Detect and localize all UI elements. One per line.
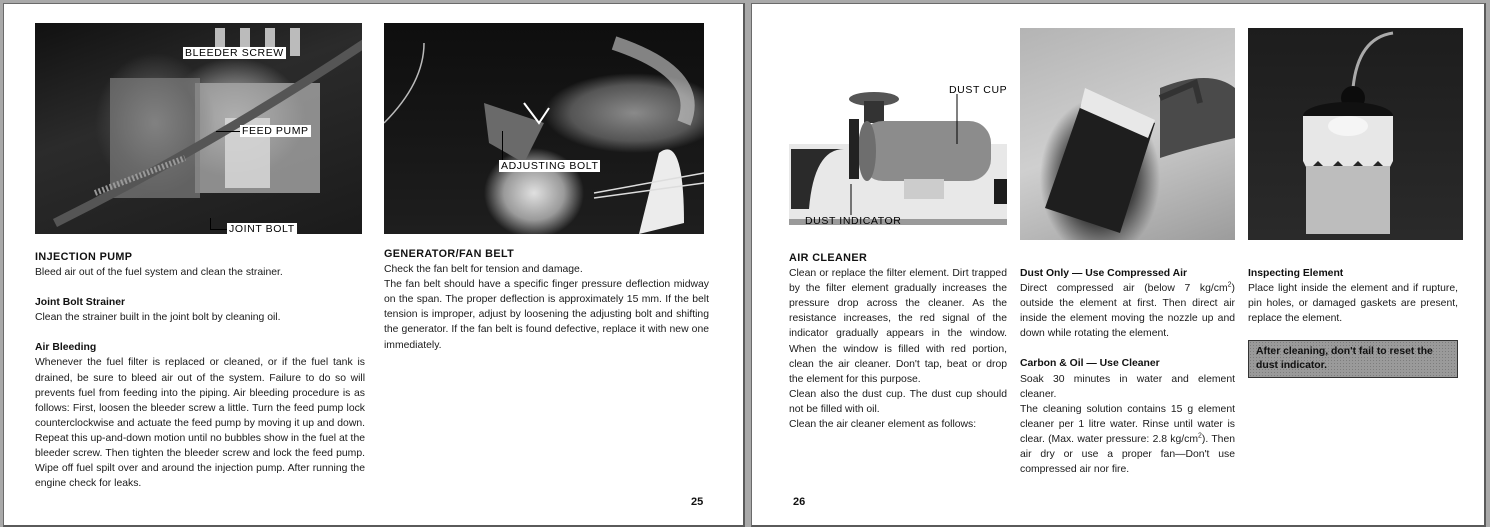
superscript: 2 bbox=[1198, 432, 1202, 440]
dust-only-body bbox=[1020, 281, 1235, 341]
callout-feed-pump: FEED PUMP bbox=[242, 125, 309, 137]
generator-fan-belt-body: The fan belt should have a specific finger pressure deflection midway on the span. The proper deflection is approximately 15 mm. If the belt tension is improper, adjust by loosening the adjusting bolt and shifting the generator. If the fan belt is found defective, replace it with new one immediately. bbox=[384, 279, 709, 351]
air-cleaner-photo bbox=[789, 79, 1007, 237]
filter-light-illustration bbox=[1248, 28, 1463, 240]
air-cleaner-body-3: Clean the air cleaner element as follows: bbox=[789, 419, 977, 431]
callout-adjusting-bolt: ADJUSTING BOLT bbox=[501, 160, 599, 172]
injection-pump-heading: INJECTION PUMP bbox=[35, 251, 133, 263]
leader-line bbox=[216, 131, 240, 132]
cleaning-methods-section bbox=[1020, 266, 1235, 477]
joint-bolt-strainer-body: Clean the strainer built in the joint bolt by cleaning oil. bbox=[35, 312, 281, 324]
page-25 bbox=[3, 3, 745, 527]
superscript: 2 bbox=[1227, 281, 1232, 289]
air-bleeding-heading: Air Bleeding bbox=[35, 342, 97, 354]
air-cleaner-heading: AIR CLEANER bbox=[789, 252, 868, 264]
air-cleaner-illustration bbox=[789, 79, 1007, 237]
air-cleaner-body-1: Clean or replace the filter element. Dirt trapped by the filter element gradually increases the pressure drop across the cleaner. As the resistance increases, the red signal of the indicator gradually appears in the window. When the window is filled with red portion, clean the air cleaner. Don't tap, beat or drop the element for this purpose. bbox=[789, 268, 1007, 385]
leader-line bbox=[210, 229, 227, 230]
leader-line bbox=[502, 131, 503, 160]
carbon-oil-heading: Carbon & Oil — Use Cleaner bbox=[1020, 358, 1160, 370]
page-26 bbox=[751, 3, 1486, 527]
carbon-oil-body-text: ). Then air dry or use a proper fan—Don't use compressed air nor fire. bbox=[1020, 433, 1236, 476]
leader-line bbox=[210, 218, 211, 229]
injection-pump-photo bbox=[35, 23, 362, 234]
dust-only-body-text: Direct compressed air (below 7 kg/cm bbox=[1020, 283, 1228, 295]
reset-dust-indicator-notice: After cleaning, don't fail to reset the dust indicator. bbox=[1248, 340, 1458, 378]
inspecting-element-heading: Inspecting Element bbox=[1248, 268, 1344, 279]
filter-illustration bbox=[1020, 28, 1235, 240]
air-cleaner-body-2: Clean also the dust cup. The dust cup should not be filled with oil. bbox=[789, 388, 1007, 415]
page-number: 26 bbox=[793, 496, 806, 508]
carbon-oil-body-1: Soak 30 minutes in water and element cleaner. bbox=[1020, 373, 1235, 400]
air-bleeding-body: Whenever the fuel filter is replaced or cleaned, or if the fuel tank is drained, be sure to bleed air out of the system. Failure to do so will prevents fuel from feeding into the piping. Air bleeding procedure is as follows: First, loosen the bleeder screw a little. Turn the feed pump lock counterclockwise and actuate the feed pump by moving it up and down. Repeat this up-and-down motion until no bubbles show in the fuel at the bleeder screw. Then tighten the bleeder screw and lock the feed pump. Wipe off fuel spilt over and around the injection pump. After running the engine check for leaks. bbox=[35, 357, 365, 490]
inspecting-element-body: Place light inside the element and if rupture, pin holes, or damaged gaskets are present, replace the element. bbox=[1248, 283, 1458, 325]
generator-fan-belt-intro: Check the fan belt for tension and damage. bbox=[384, 264, 583, 276]
air-cleaner-section bbox=[789, 251, 1007, 432]
callout-bleeder-screw: BLEEDER SCREW bbox=[185, 47, 284, 59]
dust-only-body-text: ) outside the element at first. Then direct air inside the element moving the nozzle up and down while rotating the element. bbox=[1020, 283, 1235, 340]
generator-fan-belt-photo bbox=[384, 23, 704, 234]
injection-pump-intro: Bleed air out of the fuel system and clean the strainer. bbox=[35, 267, 283, 279]
callout-joint-bolt: JOINT BOLT bbox=[229, 223, 295, 234]
inspecting-element-section bbox=[1248, 266, 1458, 326]
page-number: 25 bbox=[691, 496, 704, 508]
carbon-oil-body-2 bbox=[1020, 402, 1235, 477]
generator-fan-belt-section bbox=[384, 247, 709, 353]
dust-only-heading: Dust Only — Use Compressed Air bbox=[1020, 268, 1188, 279]
joint-bolt-strainer-heading: Joint Bolt Strainer bbox=[35, 297, 126, 309]
callout-dust-cup: DUST CUP bbox=[949, 84, 1007, 96]
generator-fan-belt-heading: GENERATOR/FAN BELT bbox=[384, 248, 515, 260]
generator-illustration bbox=[384, 23, 704, 234]
inspecting-element-photo bbox=[1248, 28, 1463, 240]
carbon-oil-body-text: The cleaning solution contains 15 g element cleaner per 1 litre water. Rinse until water is clear. (Max. water pressure: 2.8 kg/cm bbox=[1020, 403, 1235, 445]
compressed-air-cleaning-photo bbox=[1020, 28, 1235, 240]
injection-pump-section bbox=[35, 250, 365, 491]
callout-dust-indicator: DUST INDICATOR bbox=[805, 215, 902, 227]
